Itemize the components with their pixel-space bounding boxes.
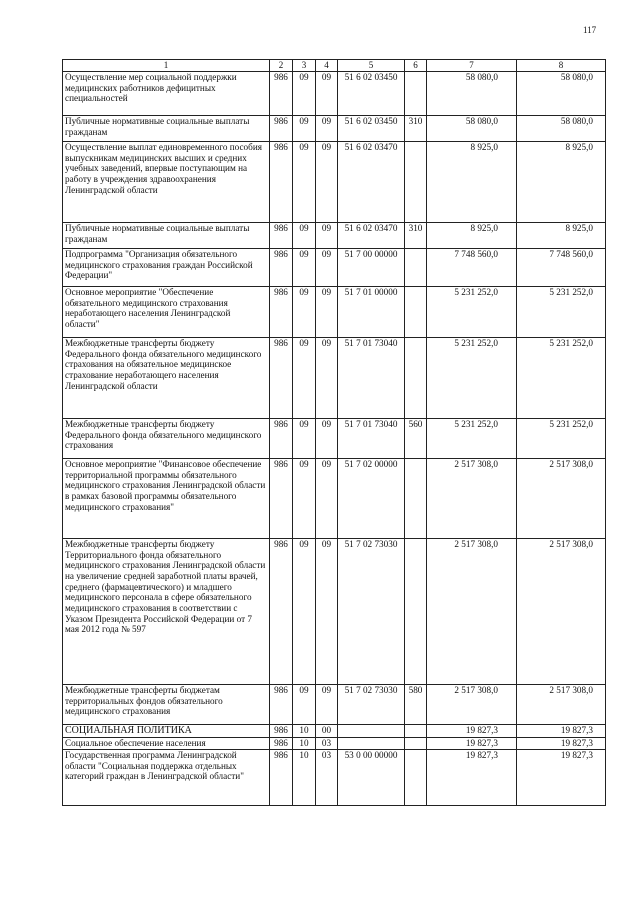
col-header-8: 8	[517, 60, 606, 72]
row-target-code: 51 7 01 00000	[338, 287, 405, 338]
row-ministry-code: 986	[270, 249, 293, 287]
row-ministry-code: 986	[270, 685, 293, 725]
row-expense-type	[405, 725, 427, 738]
row-subsection-code: 03	[316, 750, 338, 806]
row-amount-col7: 19 827,3	[427, 750, 517, 806]
row-name: Межбюджетные трансферты бюджету Федерального фонда обязательного медицинского страхования	[63, 419, 270, 459]
table-row	[63, 287, 606, 338]
row-section-code: 10	[293, 738, 316, 750]
row-target-code: 51 6 02 03450	[338, 116, 405, 142]
row-ministry-code: 986	[270, 116, 293, 142]
row-expense-type	[405, 459, 427, 539]
row-amount-col8: 8 925,0	[517, 223, 606, 249]
row-subsection-code: 09	[316, 685, 338, 725]
row-ministry-code: 986	[270, 419, 293, 459]
row-name: Межбюджетные трансферты бюджету Территориального фонда обязательного медицинского страхования Ленинградской области на увеличение средней заработной платы врачей, среднего (фармацевтического) и младшего медицинского персонала в сфере обязательного медицинского страхования в соответствии с Указом Президента Российской Федерации от 7 мая 2012 года № 597	[63, 539, 270, 685]
row-target-code	[338, 725, 405, 738]
row-name: Основное мероприятие "Финансовое обеспечение территориальной программы обязательного медицинского страхования Ленинградской области в рамках базовой программы обязательного медицинского страхования"	[63, 459, 270, 539]
budget-table	[62, 59, 606, 806]
row-amount-col8: 19 827,3	[517, 750, 606, 806]
row-name: Межбюджетные трансферты бюджетам территориальных фондов обязательного медицинского страхования	[63, 685, 270, 725]
row-target-code: 51 7 00 00000	[338, 249, 405, 287]
row-target-code: 51 7 01 73040	[338, 419, 405, 459]
row-ministry-code: 986	[270, 223, 293, 249]
row-amount-col8: 7 748 560,0	[517, 249, 606, 287]
row-subsection-code: 09	[316, 249, 338, 287]
row-expense-type	[405, 142, 427, 223]
row-target-code: 51 7 02 73030	[338, 539, 405, 685]
table-row	[63, 72, 606, 116]
row-ministry-code: 986	[270, 72, 293, 116]
row-name: Публичные нормативные социальные выплаты гражданам	[63, 223, 270, 249]
row-name: Осуществление мер социальной поддержки медицинских работников дефицитных специальностей	[63, 72, 270, 116]
row-amount-col7: 7 748 560,0	[427, 249, 517, 287]
table-row	[63, 419, 606, 459]
table-row	[63, 750, 606, 806]
row-ministry-code: 986	[270, 539, 293, 685]
row-amount-col7: 58 080,0	[427, 116, 517, 142]
row-section-code: 10	[293, 725, 316, 738]
row-target-code: 51 6 02 03470	[338, 223, 405, 249]
row-section-code: 09	[293, 539, 316, 685]
table-row	[63, 738, 606, 750]
row-name: Основное мероприятие "Обеспечение обязательного медицинского страхования неработающего населения Ленинградской области"	[63, 287, 270, 338]
row-expense-type	[405, 72, 427, 116]
row-amount-col7: 58 080,0	[427, 72, 517, 116]
row-subsection-code: 03	[316, 738, 338, 750]
row-section-code: 09	[293, 338, 316, 419]
row-target-code: 51 7 02 00000	[338, 459, 405, 539]
row-amount-col8: 5 231 252,0	[517, 419, 606, 459]
row-section-code: 09	[293, 249, 316, 287]
row-target-code	[338, 738, 405, 750]
table-row	[63, 685, 606, 725]
table-row	[63, 539, 606, 685]
row-amount-col8: 58 080,0	[517, 72, 606, 116]
row-ministry-code: 986	[270, 750, 293, 806]
row-section-code: 09	[293, 459, 316, 539]
row-amount-col8: 2 517 308,0	[517, 685, 606, 725]
row-amount-col8: 58 080,0	[517, 116, 606, 142]
row-name: Государственная программа Ленинградской области "Социальная поддержка отдельных категорий граждан в Ленинградской области"	[63, 750, 270, 806]
row-target-code: 51 7 01 73040	[338, 338, 405, 419]
row-name: Подпрограмма "Организация обязательного медицинского страхования граждан Российской Федерации"	[63, 249, 270, 287]
row-subsection-code: 09	[316, 142, 338, 223]
row-section-code: 09	[293, 287, 316, 338]
row-target-code: 51 7 02 73030	[338, 685, 405, 725]
col-header-6: 6	[405, 60, 427, 72]
row-name: СОЦИАЛЬНАЯ ПОЛИТИКА	[63, 725, 270, 738]
col-header-7: 7	[427, 60, 517, 72]
table-row	[63, 223, 606, 249]
row-amount-col7: 19 827,3	[427, 725, 517, 738]
row-section-code: 09	[293, 685, 316, 725]
table-row	[63, 116, 606, 142]
row-subsection-code: 09	[316, 287, 338, 338]
row-target-code: 53 0 00 00000	[338, 750, 405, 806]
col-header-1: 1	[63, 60, 270, 72]
table-row	[63, 142, 606, 223]
row-subsection-code: 09	[316, 539, 338, 685]
row-expense-type	[405, 287, 427, 338]
row-name: Осуществление выплат единовременного пособия выпускникам медицинских высших и средних учебных заведений, впервые поступающим на работу в учреждения здравоохранения Ленинградской области	[63, 142, 270, 223]
row-ministry-code: 986	[270, 287, 293, 338]
row-subsection-code: 09	[316, 223, 338, 249]
row-amount-col8: 2 517 308,0	[517, 459, 606, 539]
row-expense-type	[405, 750, 427, 806]
row-amount-col8: 5 231 252,0	[517, 338, 606, 419]
col-header-5: 5	[338, 60, 405, 72]
col-header-3: 3	[293, 60, 316, 72]
row-amount-col7: 5 231 252,0	[427, 419, 517, 459]
row-subsection-code: 09	[316, 72, 338, 116]
row-name: Межбюджетные трансферты бюджету Федерального фонда обязательного медицинского страхования на обязательное медицинское страхование неработающего населения Ленинградской области	[63, 338, 270, 419]
row-amount-col8: 5 231 252,0	[517, 287, 606, 338]
row-subsection-code: 09	[316, 419, 338, 459]
page-number: 117	[583, 25, 597, 35]
row-amount-col8: 19 827,3	[517, 725, 606, 738]
table-row	[63, 249, 606, 287]
row-expense-type: 310	[405, 116, 427, 142]
row-subsection-code: 09	[316, 338, 338, 419]
row-section-code: 09	[293, 116, 316, 142]
row-ministry-code: 986	[270, 459, 293, 539]
row-target-code: 51 6 02 03470	[338, 142, 405, 223]
row-section-code: 09	[293, 419, 316, 459]
row-amount-col7: 2 517 308,0	[427, 539, 517, 685]
row-ministry-code: 986	[270, 142, 293, 223]
row-amount-col7: 19 827,3	[427, 738, 517, 750]
row-section-code: 09	[293, 72, 316, 116]
row-expense-type: 560	[405, 419, 427, 459]
table-row	[63, 338, 606, 419]
row-subsection-code: 00	[316, 725, 338, 738]
row-subsection-code: 09	[316, 116, 338, 142]
row-section-code: 10	[293, 750, 316, 806]
row-ministry-code: 986	[270, 725, 293, 738]
row-name: Социальное обеспечение населения	[63, 738, 270, 750]
row-amount-col7: 5 231 252,0	[427, 287, 517, 338]
row-amount-col7: 8 925,0	[427, 142, 517, 223]
row-amount-col7: 2 517 308,0	[427, 685, 517, 725]
row-expense-type: 310	[405, 223, 427, 249]
row-section-code: 09	[293, 223, 316, 249]
row-amount-col7: 8 925,0	[427, 223, 517, 249]
header-row	[63, 60, 606, 72]
row-amount-col8: 8 925,0	[517, 142, 606, 223]
row-expense-type	[405, 539, 427, 685]
row-expense-type: 580	[405, 685, 427, 725]
row-expense-type	[405, 249, 427, 287]
row-ministry-code: 986	[270, 738, 293, 750]
row-name: Публичные нормативные социальные выплаты гражданам	[63, 116, 270, 142]
row-target-code: 51 6 02 03450	[338, 72, 405, 116]
row-amount-col8: 19 827,3	[517, 738, 606, 750]
row-amount-col7: 5 231 252,0	[427, 338, 517, 419]
row-expense-type	[405, 738, 427, 750]
row-subsection-code: 09	[316, 459, 338, 539]
row-ministry-code: 986	[270, 338, 293, 419]
row-amount-col8: 2 517 308,0	[517, 539, 606, 685]
col-header-2: 2	[270, 60, 293, 72]
row-amount-col7: 2 517 308,0	[427, 459, 517, 539]
row-section-code: 09	[293, 142, 316, 223]
row-expense-type	[405, 338, 427, 419]
table-row	[63, 725, 606, 738]
col-header-4: 4	[316, 60, 338, 72]
table-row	[63, 459, 606, 539]
